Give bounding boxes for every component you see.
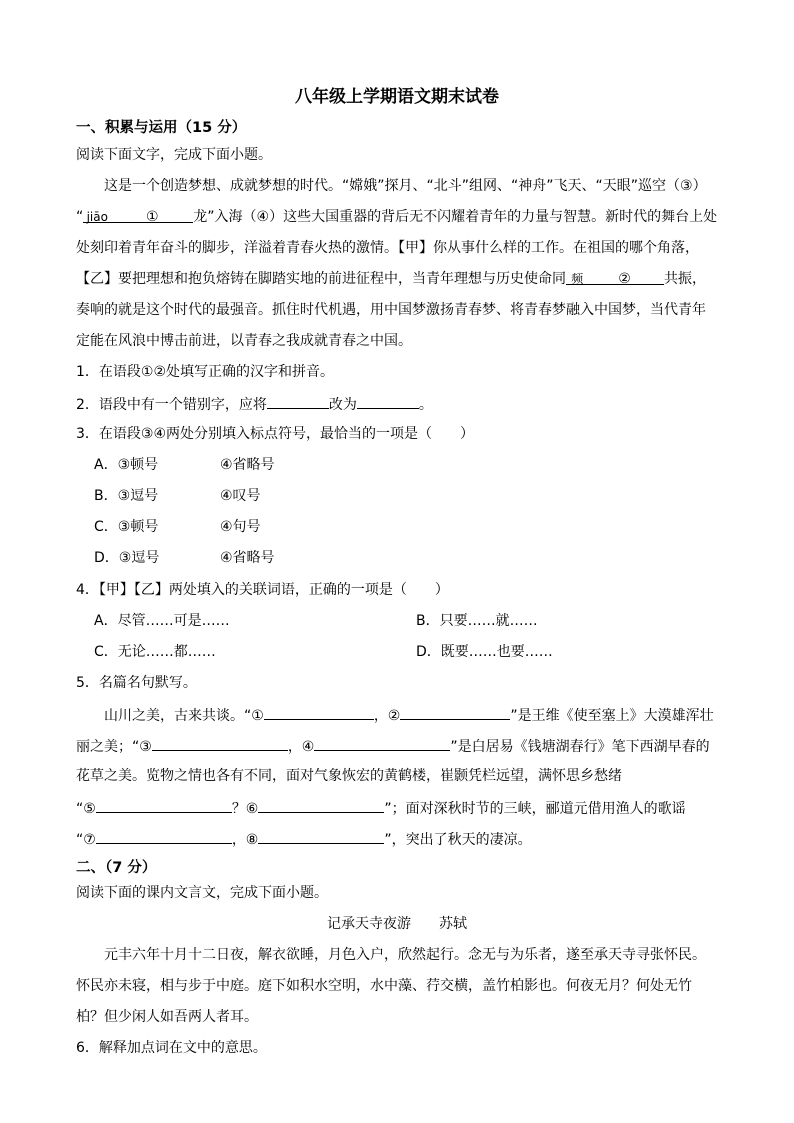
poetry-line-5: “⑦ ，⑧ ”，突出了秋天的凄凉。 (76, 828, 532, 850)
question-6: 6．解释加点词在文中的意思。 (76, 1040, 267, 1056)
classical-line-3: 柏？但少闲人如吾两人者耳。 (76, 1009, 258, 1025)
option-d-right: ④省略号 (220, 550, 275, 566)
passage-line-4: 【乙】要把理想和抱负熔铸在脚踏实地的前进征程中，当青年理想与历史使命同 频 ② 共振， (76, 271, 706, 287)
passage-line-2: “ jiāo ① 龙”入海（④）这些大国重器的背后无不闪耀着青年的力量与智慧。新时代的舞台上处 (76, 209, 718, 225)
answer-blank[interactable] (267, 393, 329, 409)
instruction-1: 阅读下面文字，完成下面小题。 (76, 147, 272, 163)
poetry-line-1: 山川之美，古来共谈。“① ，② ”是王维《使至塞上》大漠雄浑壮 (104, 704, 714, 726)
answer-blank[interactable] (258, 828, 384, 844)
question-2: 2．语段中有一个错别字，应将 改为 。 (76, 393, 433, 415)
option-b[interactable]: B．③逗号 (94, 488, 159, 504)
exam-title: 八年级上学期语文期末试卷 (295, 87, 499, 107)
answer-blank[interactable] (400, 704, 510, 720)
answer-blank[interactable] (96, 828, 232, 844)
option-d[interactable]: D．③逗号 (94, 550, 160, 566)
passage-line-5: 奏响的就是这个时代的最强音。抓住时代机遇，用中国梦激扬青春梦、将青春梦融入中国梦，当代青年 (76, 302, 706, 318)
passage-line-3: 处刻印着青年奋斗的脚步，洋溢着青春火热的激情。【甲】你从事什么样的工作。在祖国的哪个角落， (76, 240, 699, 256)
option-a[interactable]: A．尽管……可是…… (94, 613, 230, 629)
poetry-line-2: 丽之美；“③ ，④ ”是白居易《钱塘湖春行》笔下西湖早春的 (76, 735, 710, 757)
poetry-line-4: “⑤ ？⑥ ”；面对深秋时节的三峡，郦道元借用渔人的歌谣 (76, 797, 686, 819)
option-a-right: ④省略号 (220, 457, 275, 473)
question-5: 5．名篇名句默写。 (76, 675, 197, 691)
question-3: 3．在语段③④两处分别填入标点符号，最恰当的一项是（ ） (76, 426, 475, 442)
instruction-2: 阅读下面的课内文言文，完成下面小题。 (76, 885, 328, 901)
answer-blank[interactable] (264, 704, 374, 720)
answer-blank[interactable] (357, 393, 419, 409)
option-d[interactable]: D．既要……也要…… (416, 644, 553, 660)
option-c[interactable]: C．③顿号 (94, 519, 159, 535)
option-a[interactable]: A．③顿号 (94, 457, 159, 473)
poetry-line-3: 花草之美。览物之情也各有不同，面对气象恢宏的黄鹤楼，崔颢凭栏远望，满怀思乡愁绪 (76, 768, 622, 784)
answer-blank[interactable] (96, 797, 232, 813)
text-title: 记承天寺夜游 苏轼 (327, 916, 467, 932)
pinyin-blank: jiāo (83, 207, 111, 223)
option-b-right: ④叹号 (220, 488, 261, 504)
blank-2: 频 ② (566, 269, 664, 285)
classical-line-2: 怀民亦未寝，相与步于中庭。庭下如积水空明，水中藻、荇交横，盖竹柏影也。何夜无月？何处无竹 (76, 978, 692, 994)
option-b[interactable]: B．只要……就…… (416, 613, 538, 629)
option-c-right: ④句号 (220, 519, 261, 535)
section-header-1: 一、积累与运用（15 分） (76, 120, 247, 136)
answer-blank[interactable] (152, 735, 288, 751)
classical-line-1: 元丰六年十月十二日夜，解衣欲睡，月色入户，欣然起行。念无与为乐者，遂至承天寺寻张怀民。 (104, 947, 706, 963)
blank-1: ① (111, 207, 193, 223)
answer-blank[interactable] (314, 735, 450, 751)
question-4: 4．【甲】【乙】两处填入的关联词语，正确的一项是（ ） (76, 582, 449, 598)
section-header-2: 二、（7 分） (76, 860, 157, 876)
passage-line-6: 定能在风浪中博击前进，以青春之我成就青春之中国。 (76, 333, 412, 349)
passage-line-1: 这是一个创造梦想、成就梦想的时代。“嫦娥”探月、“北斗”组网、“神舟”飞天、“天眼”巡空（③） (104, 178, 707, 194)
option-c[interactable]: C．无论……都…… (94, 644, 216, 660)
answer-blank[interactable] (258, 797, 384, 813)
question-1: 1．在语段①②处填写正确的汉字和拼音。 (76, 364, 335, 380)
